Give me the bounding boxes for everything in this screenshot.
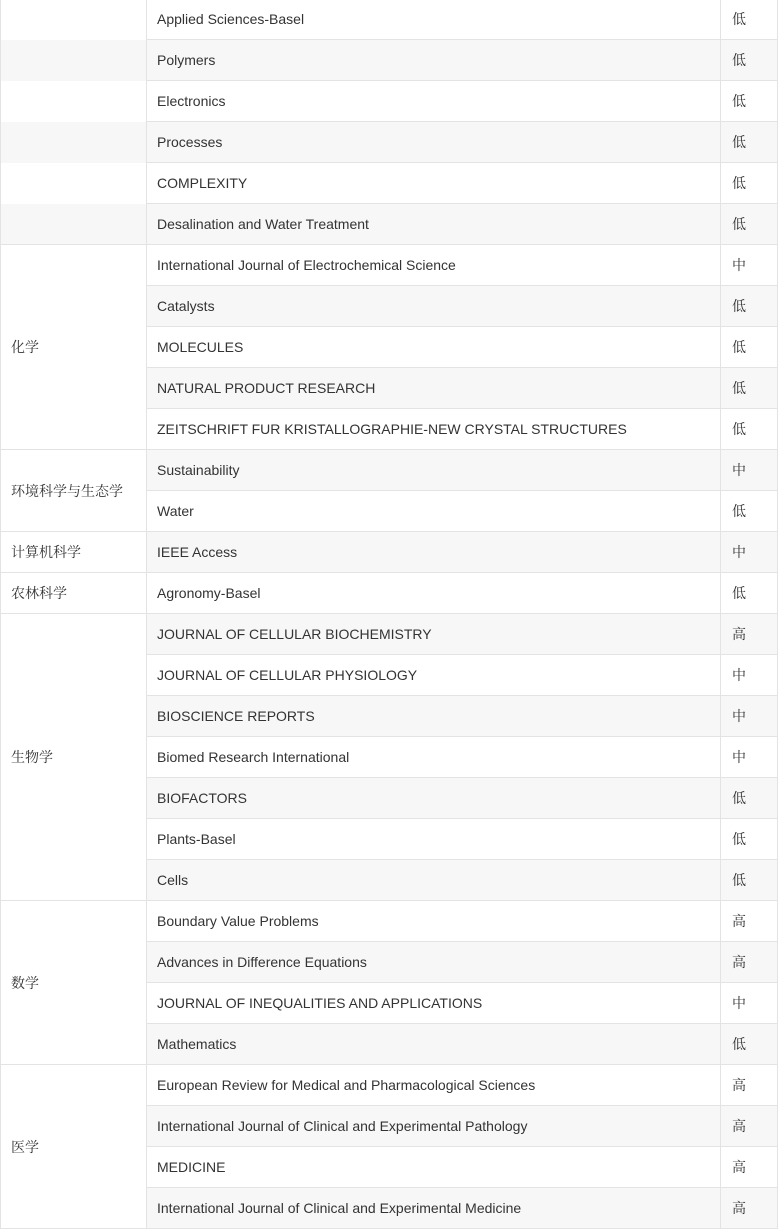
journal-name-cell: MEDICINE [147, 1147, 721, 1188]
journal-name-cell: Agronomy-Basel [147, 573, 721, 614]
risk-level-cell: 低 [721, 327, 778, 368]
table-row [1, 40, 778, 81]
journal-name-cell: JOURNAL OF CELLULAR BIOCHEMISTRY [147, 614, 721, 655]
journal-name-cell: NATURAL PRODUCT RESEARCH [147, 368, 721, 409]
category-cell [1, 0, 147, 40]
risk-level-cell: 低 [721, 819, 778, 860]
journal-name-cell: BIOSCIENCE REPORTS [147, 696, 721, 737]
journal-name-cell: Water [147, 491, 721, 532]
risk-level-cell: 低 [721, 204, 778, 245]
table-row [1, 450, 778, 491]
journal-name-cell: ZEITSCHRIFT FUR KRISTALLOGRAPHIE-NEW CRYSTAL STRUCTURES [147, 409, 721, 450]
risk-level-cell: 高 [721, 614, 778, 655]
journal-name-cell: Catalysts [147, 286, 721, 327]
risk-level-cell: 中 [721, 983, 778, 1024]
risk-level-cell: 高 [721, 942, 778, 983]
journal-name-cell: Applied Sciences-Basel [147, 0, 721, 40]
journal-name-cell: International Journal of Clinical and Experimental Pathology [147, 1106, 721, 1147]
journal-name-cell: Mathematics [147, 1024, 721, 1065]
journal-name-cell: JOURNAL OF INEQUALITIES AND APPLICATIONS [147, 983, 721, 1024]
risk-level-cell: 低 [721, 0, 778, 40]
category-cell [1, 122, 147, 163]
table-row [1, 163, 778, 204]
table-row [1, 204, 778, 245]
table-row [1, 532, 778, 573]
journal-name-cell: Biomed Research International [147, 737, 721, 778]
risk-level-cell: 低 [721, 860, 778, 901]
category-cell: 数学 [1, 901, 147, 1065]
journal-name-cell: IEEE Access [147, 532, 721, 573]
risk-level-cell: 低 [721, 368, 778, 409]
journal-name-cell: COMPLEXITY [147, 163, 721, 204]
journal-name-cell: Plants-Basel [147, 819, 721, 860]
risk-level-cell: 低 [721, 573, 778, 614]
risk-level-cell: 低 [721, 163, 778, 204]
risk-level-cell: 高 [721, 1065, 778, 1106]
journal-name-cell: Processes [147, 122, 721, 163]
category-cell: 农林科学 [1, 573, 147, 614]
risk-level-cell: 低 [721, 491, 778, 532]
risk-level-cell: 高 [721, 1188, 778, 1229]
category-cell [1, 81, 147, 122]
risk-level-cell: 低 [721, 286, 778, 327]
journal-name-cell: JOURNAL OF CELLULAR PHYSIOLOGY [147, 655, 721, 696]
risk-level-cell: 低 [721, 40, 778, 81]
risk-level-cell: 中 [721, 245, 778, 286]
risk-level-cell: 中 [721, 655, 778, 696]
category-cell [1, 40, 147, 81]
category-cell: 医学 [1, 1065, 147, 1229]
risk-level-cell: 高 [721, 1106, 778, 1147]
risk-level-cell: 低 [721, 778, 778, 819]
risk-level-cell: 低 [721, 1024, 778, 1065]
table-row [1, 614, 778, 655]
journal-name-cell: Sustainability [147, 450, 721, 491]
risk-level-cell: 中 [721, 737, 778, 778]
category-cell: 生物学 [1, 614, 147, 901]
journal-name-cell: BIOFACTORS [147, 778, 721, 819]
journal-name-cell: Advances in Difference Equations [147, 942, 721, 983]
risk-level-cell: 高 [721, 1147, 778, 1188]
journal-name-cell: Cells [147, 860, 721, 901]
risk-level-cell: 低 [721, 409, 778, 450]
category-cell [1, 163, 147, 204]
category-cell: 化学 [1, 245, 147, 450]
category-cell: 环境科学与生态学 [1, 450, 147, 532]
journal-name-cell: Polymers [147, 40, 721, 81]
table-row [1, 573, 778, 614]
journal-name-cell: Boundary Value Problems [147, 901, 721, 942]
risk-level-cell: 中 [721, 696, 778, 737]
journal-name-cell: International Journal of Electrochemical Science [147, 245, 721, 286]
journal-name-cell: MOLECULES [147, 327, 721, 368]
risk-level-cell: 中 [721, 532, 778, 573]
journal-name-cell: International Journal of Clinical and Experimental Medicine [147, 1188, 721, 1229]
journal-name-cell: European Review for Medical and Pharmacological Sciences [147, 1065, 721, 1106]
risk-level-cell: 高 [721, 901, 778, 942]
risk-level-cell: 中 [721, 450, 778, 491]
table-row [1, 245, 778, 286]
category-cell: 计算机科学 [1, 532, 147, 573]
table-row [1, 81, 778, 122]
risk-level-cell: 低 [721, 81, 778, 122]
journal-table-body [1, 0, 778, 1229]
table-row [1, 901, 778, 942]
table-row [1, 0, 778, 40]
journal-name-cell: Electronics [147, 81, 721, 122]
risk-level-cell: 低 [721, 122, 778, 163]
journal-name-cell: Desalination and Water Treatment [147, 204, 721, 245]
table-row [1, 122, 778, 163]
category-cell [1, 204, 147, 245]
table-row [1, 1065, 778, 1106]
